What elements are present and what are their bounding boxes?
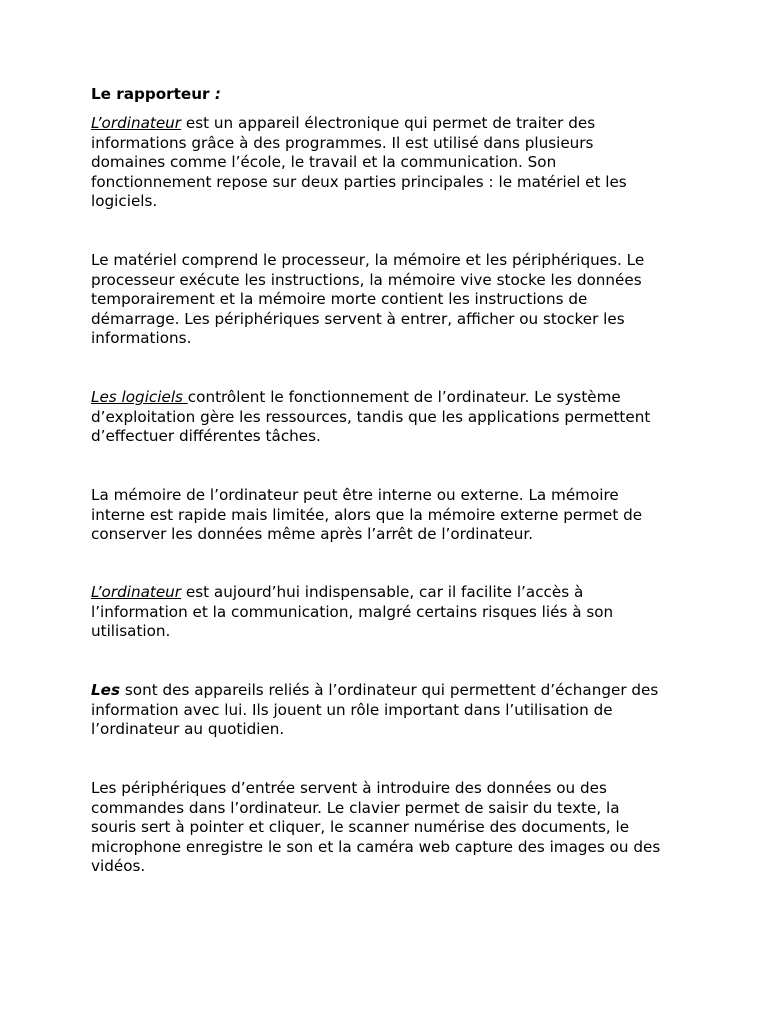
paragraph-memoire: [91, 486, 691, 545]
paragraph-line: information avec lui. Ils jouent un rôle important dans l’utilisation de: [91, 700, 613, 719]
paragraph-line: temporairement et la mémoire morte contient les instructions de: [91, 290, 588, 308]
paragraph-line: vidéos.: [91, 857, 146, 875]
document-title: [91, 85, 221, 105]
paragraph-materiel: [91, 251, 691, 349]
paragraph-line: Le matériel comprend le processeur, la mémoire et les périphériques. Le: [91, 251, 645, 269]
paragraph-ordinateur-indispensable: [91, 583, 691, 642]
paragraph-line: utilisation.: [91, 622, 171, 640]
paragraph-line: conserver les données même après l’arrêt de l’ordinateur.: [91, 525, 534, 543]
paragraph-logiciels: [91, 388, 691, 447]
paragraph-ordinateur-intro: [91, 114, 691, 212]
paragraph-line: logiciels.: [91, 192, 158, 210]
paragraph-line: informations.: [91, 329, 192, 347]
paragraph-line: fonctionnement repose sur deux parties principales : le matériel et les: [91, 172, 627, 191]
paragraph-line: commandes dans l’ordinateur. Le clavier permet de saisir du texte, la: [91, 798, 620, 817]
paragraph-line: domaines comme l’école, le travail et la communication. Son: [91, 153, 557, 171]
paragraph-line: microphone enregistre le son et la caméra web capture des images ou des: [91, 837, 661, 856]
paragraph-line: sont des appareils reliés à l’ordinateur qui permettent d’échanger des: [120, 681, 659, 699]
emphasis-ordinateur: L’ordinateur: [91, 114, 182, 132]
title-text: Le rapporteur: [91, 85, 215, 103]
paragraph-line: est aujourd’hui indispensable, car il facilite l’accès à: [181, 583, 584, 601]
title-colon: :: [214, 85, 221, 103]
paragraph-line: démarrage. Les périphériques servent à entrer, afficher ou stocker les: [91, 309, 625, 328]
paragraph-line: d’effectuer différentes tâches.: [91, 427, 321, 445]
paragraph-line: interne est rapide mais limitée, alors que la mémoire externe permet de: [91, 505, 643, 524]
paragraph-line: d’exploitation gère les ressources, tandis que les applications permettent: [91, 407, 651, 426]
paragraph-line: contrôlent le fonctionnement de l’ordinateur. Le système: [187, 388, 621, 406]
paragraph-peripheriques-entree: [91, 779, 691, 877]
emphasis-logiciels: Les logiciels: [91, 388, 188, 406]
paragraph-line: La mémoire de l’ordinateur peut être interne ou externe. La mémoire: [91, 486, 619, 504]
emphasis-les: Les: [91, 681, 121, 699]
paragraph-peripheriques: [91, 681, 691, 740]
paragraph-line: processeur exécute les instructions, la mémoire vive stocke les données: [91, 270, 642, 289]
paragraph-line: Les périphériques d’entrée servent à introduire des données ou des: [91, 779, 607, 797]
paragraph-line: souris sert à pointer et cliquer, le scanner numérise des documents, le: [91, 818, 630, 836]
emphasis-ordinateur: L’ordinateur: [91, 583, 182, 601]
paragraph-line: l’information et la communication, malgré certains risques liés à son: [91, 602, 614, 621]
paragraph-line: est un appareil électronique qui permet de traiter des: [181, 114, 596, 132]
paragraph-line: informations grâce à des programmes. Il est utilisé dans plusieurs: [91, 133, 594, 152]
paragraph-line: l’ordinateur au quotidien.: [91, 720, 285, 738]
